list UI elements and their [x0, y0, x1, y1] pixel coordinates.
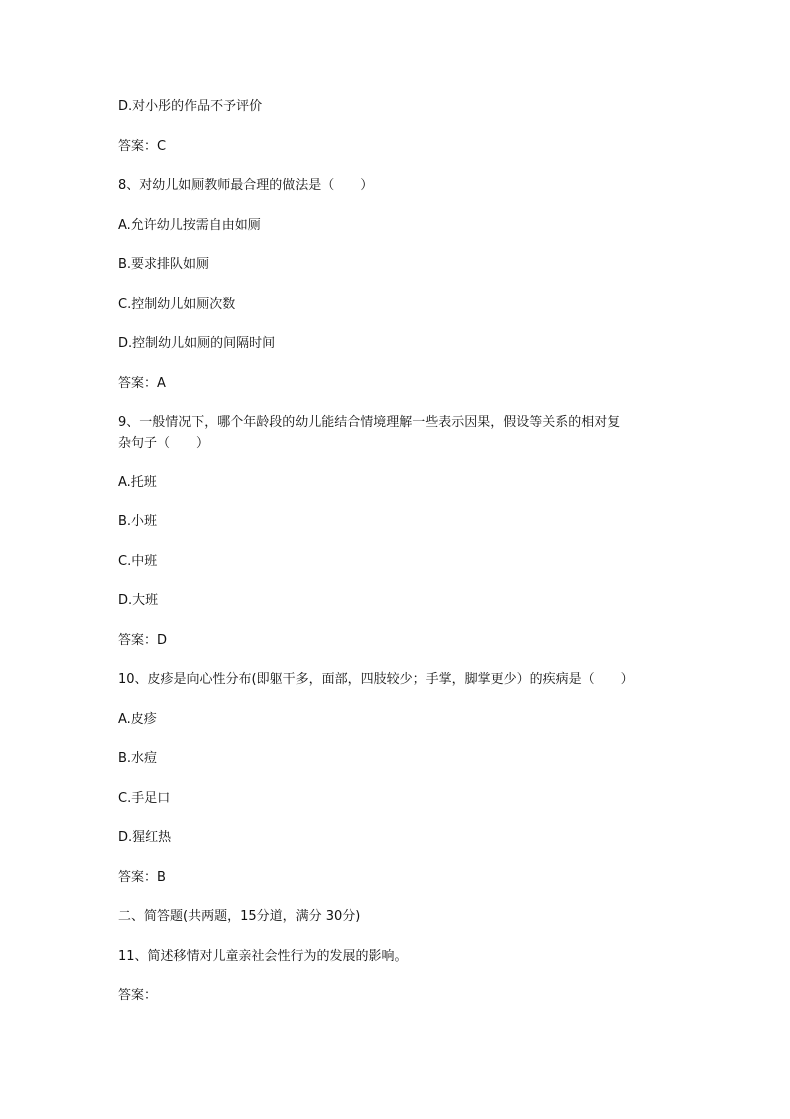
option-a-q10: A.皮疹 [118, 712, 157, 727]
option-a-q8: A.允许幼儿按需自由如厕 [118, 218, 261, 233]
option-b-q9: B.小班 [118, 514, 158, 529]
option-a-q9: A.托班 [118, 475, 157, 490]
answer-q9: 答案：D [118, 633, 168, 648]
answer-q8: 答案：A [118, 376, 166, 391]
question-8: 8、对幼儿如厕教师最合理的做法是（ ） [118, 178, 374, 193]
section-heading-short-answer: 二、简答题(共两题，15分道，满分 30分) [118, 909, 361, 924]
option-c-q9: C.中班 [118, 554, 158, 569]
option-b-q8: B.要求排队如厕 [118, 257, 210, 272]
question-11: 11、简述移情对儿童亲社会性行为的发展的影响。 [118, 949, 408, 964]
question-9-line1: 9、一般情况下，哪个年龄段的幼儿能结合情境理解一些表示因果，假设等关系的相对复 [118, 415, 621, 430]
option-d-q7: D.对小彤的作品不予评价 [118, 99, 263, 114]
option-d-q10: D.猩红热 [118, 830, 172, 845]
question-10: 10、皮疹是向心性分布(即躯干多，面部，四肢较少；手掌，脚掌更少）的疾病是（ ） [118, 672, 634, 687]
answer-q10: 答案：B [118, 870, 166, 885]
answer-q7: 答案：C [118, 139, 167, 154]
answer-q11: 答案： [118, 988, 158, 1003]
option-b-q10: B.水痘 [118, 751, 158, 766]
option-d-q9: D.大班 [118, 593, 159, 608]
question-9-line2: 杂句子（ ） [118, 436, 210, 451]
option-c-q10: C.手足口 [118, 791, 171, 806]
option-d-q8: D.控制幼儿如厕的间隔时间 [118, 336, 276, 351]
option-c-q8: C.控制幼儿如厕次数 [118, 297, 236, 312]
